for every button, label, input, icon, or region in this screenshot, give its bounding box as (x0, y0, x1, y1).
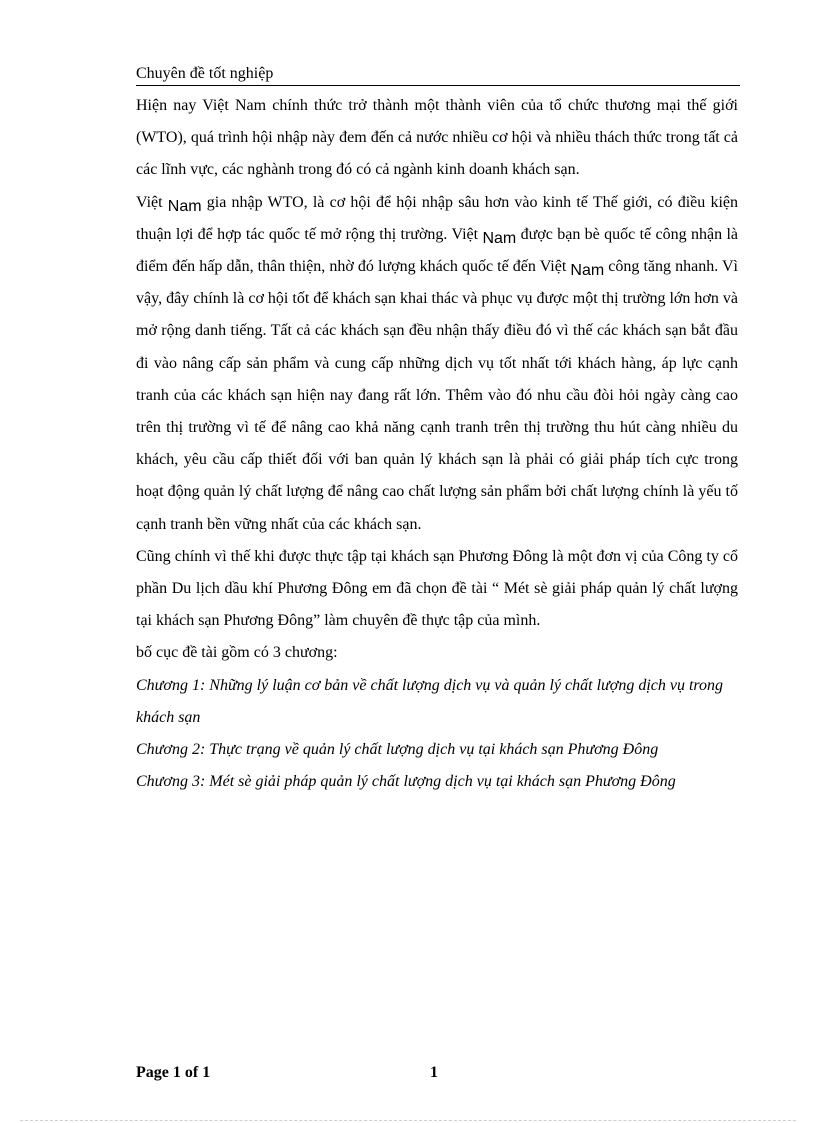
chapter-3: Chương 3: Mét sè giải pháp quản lý chất lượng dịch vụ tại khách sạn Phương Đông (136, 773, 676, 791)
nam-word: Nam (167, 197, 202, 215)
footer-page-number: 1 (430, 1064, 438, 1081)
nam-word: Nam (570, 262, 605, 280)
footer-page-label: Page 1 of 1 (136, 1064, 211, 1081)
wto-paragraph-part-1: Việt (136, 193, 168, 211)
document-body (136, 90, 738, 794)
nam-word: Nam (482, 229, 517, 247)
structure-paragraph: bố cục đề tài gồm có 3 chương: (136, 644, 338, 662)
wto-paragraph (136, 187, 738, 541)
wto-paragraph-part-4: công tăng nhanh. Vì vậy, đây chính là cơ hội tốt để khách sạn khai thác và phục vụ được một thị trường lớn hơn và mở rộng danh tiếng. Tất cả các khách sạn đều nhận thấy điều đó vì thế các khách sạn bắt đầu đi vào nâng cấp sản phẩm và cung cấp những dịch vụ tốt nhất tới khách hàng, áp lực cạnh tranh của các khách sạn hiện nay đang rất lớn. Thêm vào đó nhu cầu đòi hỏi ngày càng cao trên thị trường vì tế để nâng cao khả năng cạnh tranh trên thị trường thu hút càng nhiều du khách, yêu cầu cấp thiết đối với ban quản lý khách sạn là phải có giải pháp tích cực trong hoạt động quản lý chất lượng để nâng cao chất lượng sản phẩm bởi chất lượng chính là yếu tố cạnh tranh bền vững nhất của các khách sạn. (136, 258, 738, 533)
intro-paragraph: Hiện nay Việt Nam chính thức trở thành một thành viên của tổ chức thương mại thế giới (WTO), quá trình hội nhập này đem đến cả nước nhiều cơ hội và nhiều thách thức trong tất cả các lĩnh vực, các nghành trong đó có cả ngành kinh doanh khách sạn. (136, 97, 738, 179)
page-boundary-divider (20, 1120, 796, 1121)
chapter-2: Chương 2: Thực trạng về quản lý chất lượng dịch vụ tại khách sạn Phương Đông (136, 741, 659, 759)
chapter-1: Chương 1: Những lý luận cơ bản về chất lượng dịch vụ và quản lý chất lượng dịch vụ trong khách sạn (136, 676, 724, 726)
wto-paragraph-part-2: gia nhập WTO, là cơ hội để hội nhập sâu hơn vào kinh tế Thế giới, có điều kiện thuận lợi để hợp tác quốc tế mở rộng thị trường. Việt (136, 193, 738, 243)
topic-paragraph: Cũng chính vì thế khi được thực tập tại khách sạn Phương Đông là một đơn vị của Công ty cổ phần Du lịch dầu khí Phương Đông em đã chọn đề tài “ Mét sè giải pháp quản lý chất lượng tại khách sạn Phương Đông” làm chuyên đề thực tập của mình. (136, 547, 738, 630)
page-header: Chuyên đề tốt nghiệp (136, 64, 740, 86)
wto-paragraph-part-3: được bạn bè quốc tế công nhận là điểm đến hấp dẫn, thân thiện, nhờ đó lượng khách quốc tế đến Việt (136, 225, 738, 276)
